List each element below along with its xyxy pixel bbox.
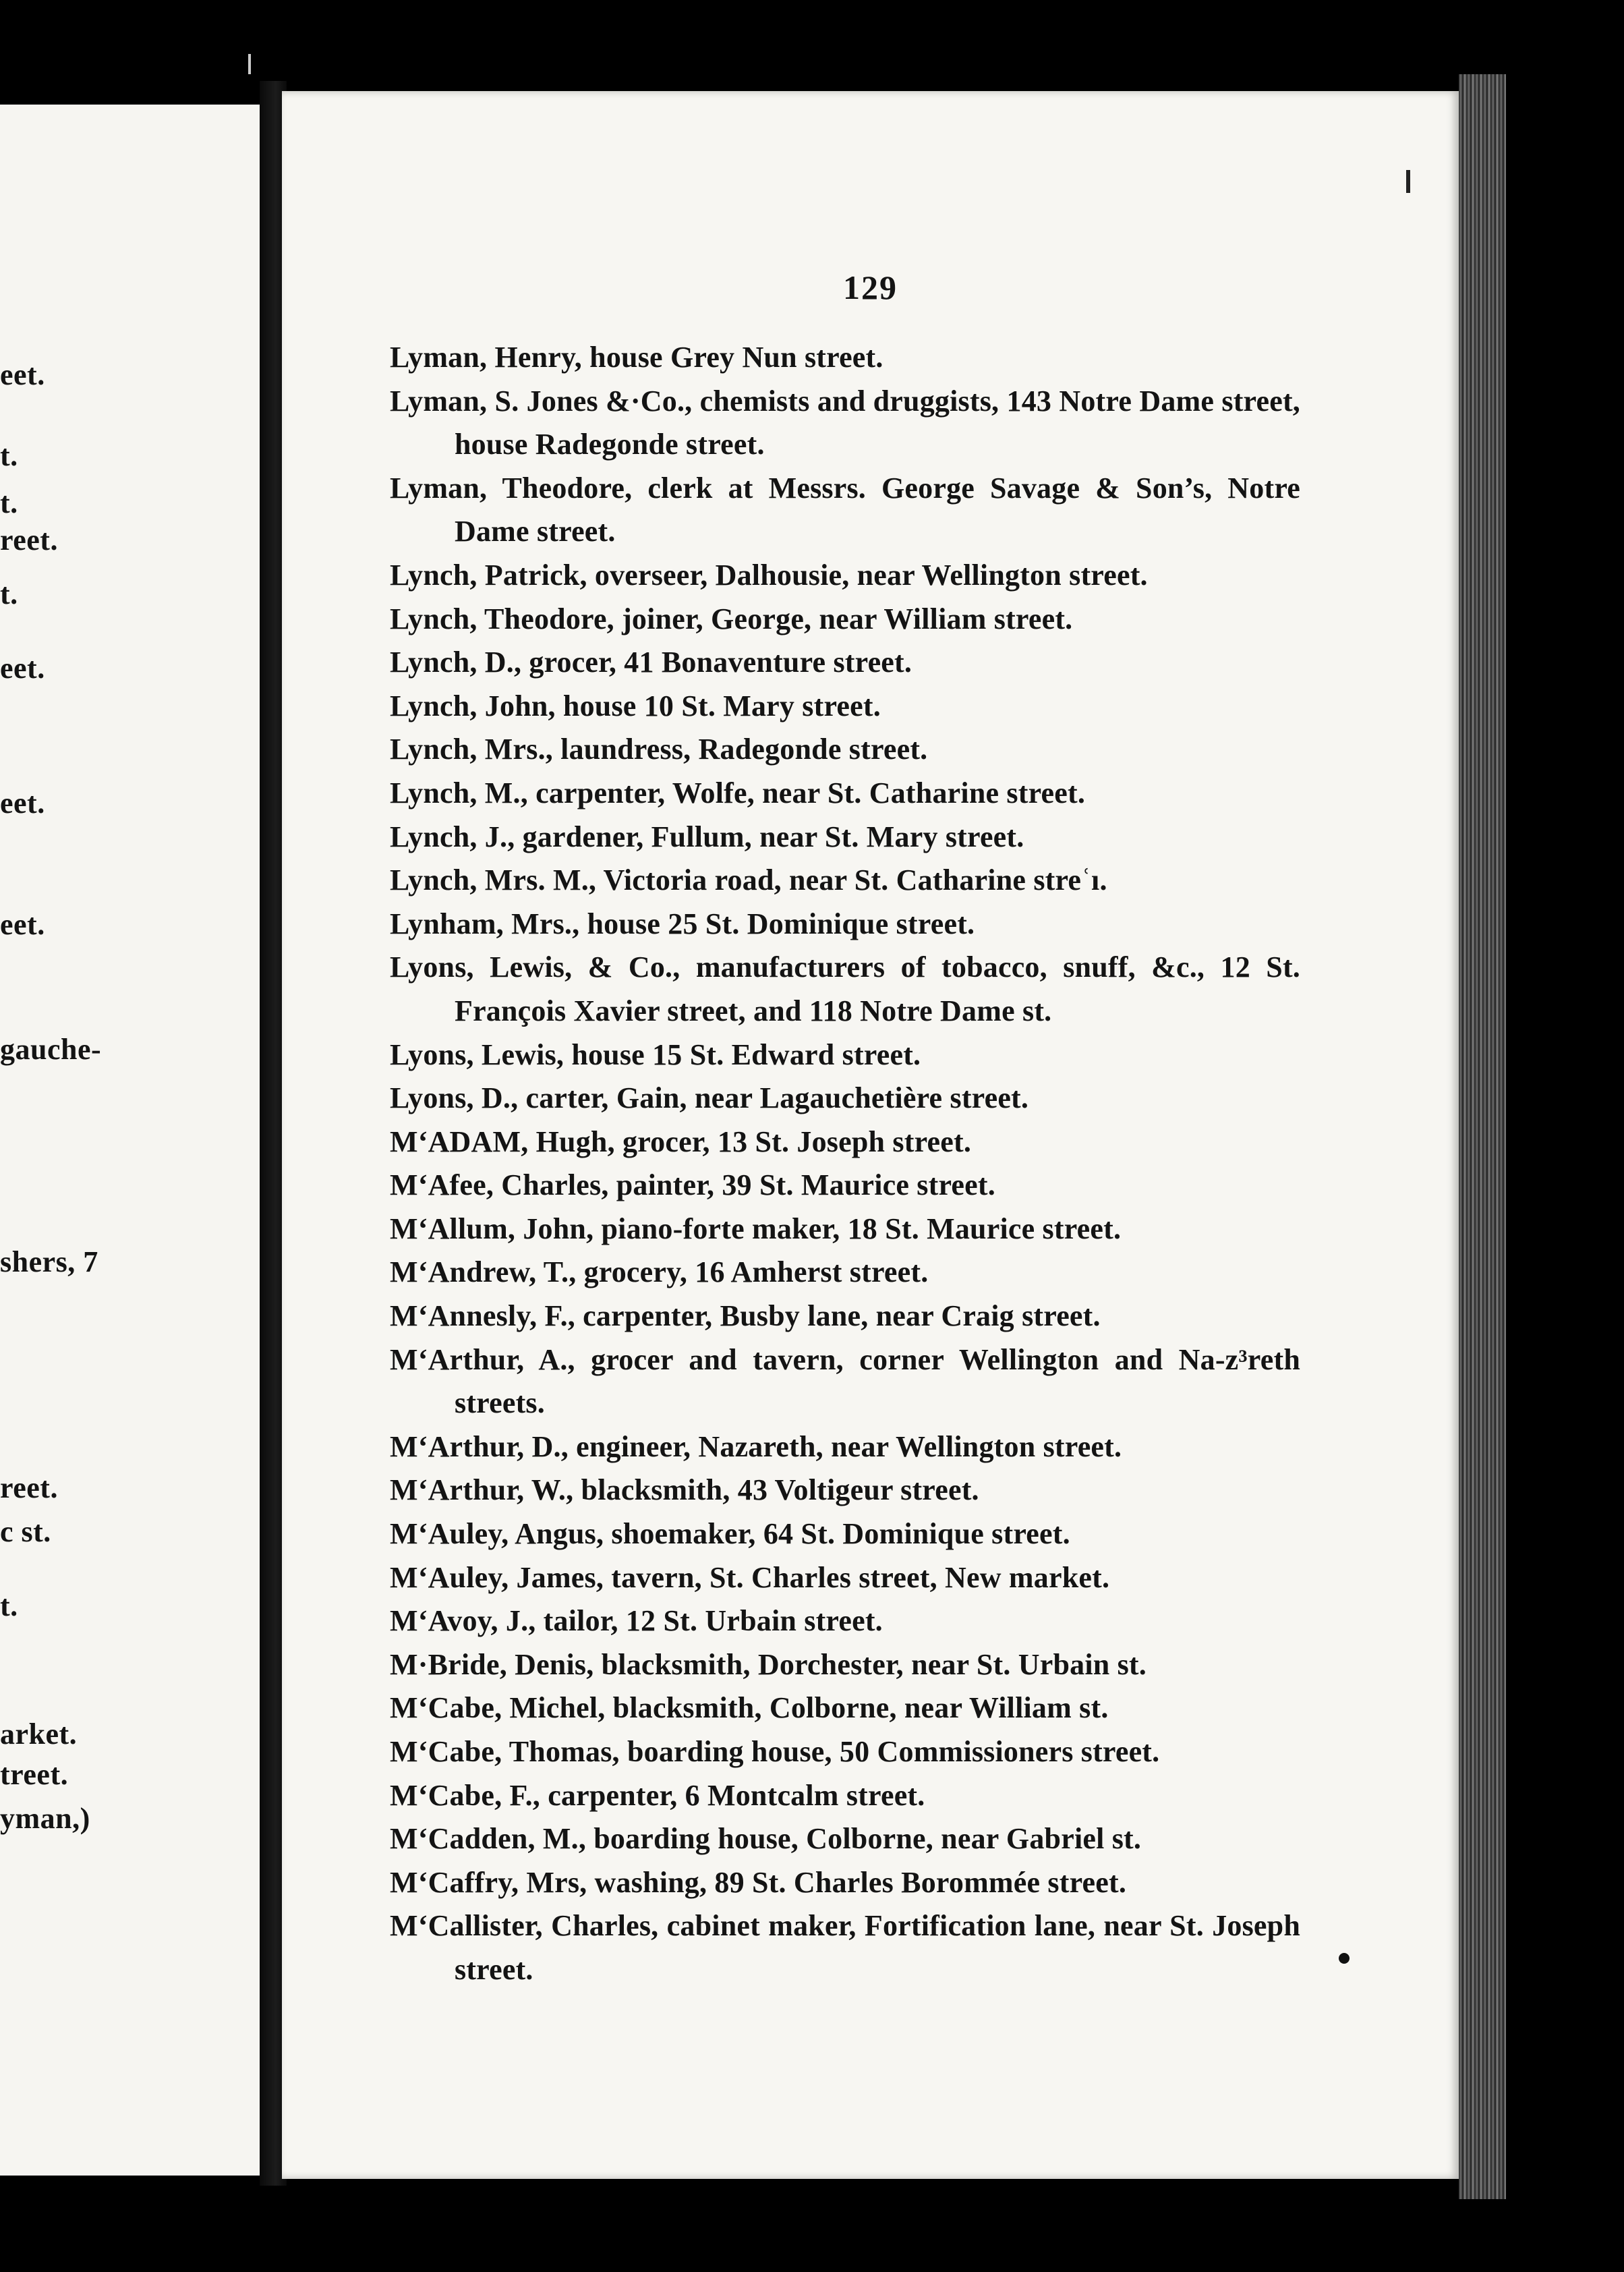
facing-page-fragment <box>0 105 260 2176</box>
directory-entry: Lynch, J., gardener, Fullum, near St. Mary street. <box>390 820 1024 853</box>
directory-entry: Lyman, Henry, house Grey Nun street. <box>390 341 883 374</box>
page-edges <box>1459 74 1506 2199</box>
directory-entry: M‘Cabe, F., carpenter, 6 Montcalm street. <box>390 1778 925 1812</box>
fragment-line: yman,) <box>0 1802 90 1835</box>
fragment-line: c st. <box>0 1515 51 1548</box>
directory-entry: M‘Auley, James, tavern, St. Charles street, New market. <box>390 1560 1110 1594</box>
fragment-line: gauche- <box>0 1033 102 1066</box>
fragment-line: treet. <box>0 1758 69 1791</box>
scan-mark <box>1406 170 1410 193</box>
fragment-line: eet. <box>0 358 45 391</box>
directory-entry: M‘Arthur, D., engineer, Nazareth, near Wellington street. <box>390 1429 1122 1463</box>
fragment-line: arket. <box>0 1717 78 1751</box>
fragment-line: t. <box>0 577 18 610</box>
fragment-line: eet. <box>0 652 45 685</box>
page-number: 129 <box>843 268 898 306</box>
fragment-line: t. <box>0 439 18 472</box>
directory-entry: Lyons, Lewis, house 15 St. Edward street. <box>390 1038 921 1071</box>
directory-entry: M‘Cadden, M., boarding house, Colborne, near Gabriel st. <box>390 1822 1142 1856</box>
directory-entry: Lynch, M., carpenter, Wolfe, near St. Catharine street. <box>390 776 1086 810</box>
directory-entry: M‘Afee, Charles, painter, 39 St. Maurice street. <box>390 1168 995 1202</box>
fragment-line: reet. <box>0 523 58 557</box>
directory-entry: M‘Annesly, F., carpenter, Busby lane, near Craig street. <box>390 1299 1101 1333</box>
directory-entry: Lyman, Theodore, clerk at Messrs. George Savage & Son’s, Notre Dame street. <box>390 471 1300 548</box>
directory-entry: M‘Caffry, Mrs, washing, 89 St. Charles Borommée street. <box>390 1865 1127 1899</box>
fragment-line: eet. <box>0 787 45 820</box>
scan-mark <box>248 54 251 74</box>
directory-entry: Lynch, Mrs., laundress, Radegonde street. <box>390 733 928 766</box>
directory-entries <box>390 336 1300 1992</box>
directory-entry: M‘ADAM, Hugh, grocer, 13 St. Joseph street. <box>390 1125 972 1158</box>
directory-entry: Lyons, Lewis, & Co., manufacturers of tobacco, snuff, &c., 12 St. François Xavier street, and 118 Notre Dame st. <box>390 950 1300 1027</box>
directory-entry: M‘Allum, John, piano-forte maker, 18 St. Maurice street. <box>390 1212 1122 1245</box>
directory-entry: M‘Cabe, Michel, blacksmith, Colborne, near William st. <box>390 1691 1109 1725</box>
fragment-line: eet. <box>0 908 45 941</box>
directory-entry: M‘Callister, Charles, cabinet maker, Fortification lane, near St. Joseph street. <box>390 1909 1300 1986</box>
fragment-line: shers, 7 <box>0 1245 98 1278</box>
fragment-line: t. <box>0 486 18 519</box>
fragment-line: reet. <box>0 1471 58 1504</box>
directory-entry: Lynham, Mrs., house 25 St. Dominique street. <box>390 907 975 940</box>
directory-entry: Lynch, Mrs. M., Victoria road, near St. Catharine streʿı. <box>390 863 1107 897</box>
directory-entry: Lyman, S. Jones &·Co., chemists and druggists, 143 Notre Dame street, house Radegonde street. <box>390 384 1300 461</box>
directory-entry: M‘Arthur, A., grocer and tavern, corner Wellington and Na-z³reth streets. <box>390 1342 1300 1420</box>
directory-entry: Lynch, Theodore, joiner, George, near William street. <box>390 602 1073 635</box>
ink-speck <box>1339 1953 1350 1964</box>
directory-entry: M‘Arthur, W., blacksmith, 43 Voltigeur street. <box>390 1473 979 1507</box>
directory-entry: M‘Auley, Angus, shoemaker, 64 St. Dominique street. <box>390 1517 1070 1551</box>
directory-entry: M‘Avoy, J., tailor, 12 St. Urbain street. <box>390 1604 883 1638</box>
directory-entry: M‘Cabe, Thomas, boarding house, 50 Commissioners street. <box>390 1735 1160 1768</box>
fragment-line: t. <box>0 1589 18 1622</box>
directory-entry: Lyons, D., carter, Gain, near Lagauchetière street. <box>390 1081 1029 1115</box>
directory-entry: Lynch, John, house 10 St. Mary street. <box>390 689 881 722</box>
directory-entry: Lynch, D., grocer, 41 Bonaventure street. <box>390 646 912 679</box>
directory-entry: Lynch, Patrick, overseer, Dalhousie, near Wellington street. <box>390 558 1148 592</box>
directory-entry: M‘Andrew, T., grocery, 16 Amherst street. <box>390 1255 929 1289</box>
directory-entry: M·Bride, Denis, blacksmith, Dorchester, near St. Urbain st. <box>390 1647 1147 1681</box>
